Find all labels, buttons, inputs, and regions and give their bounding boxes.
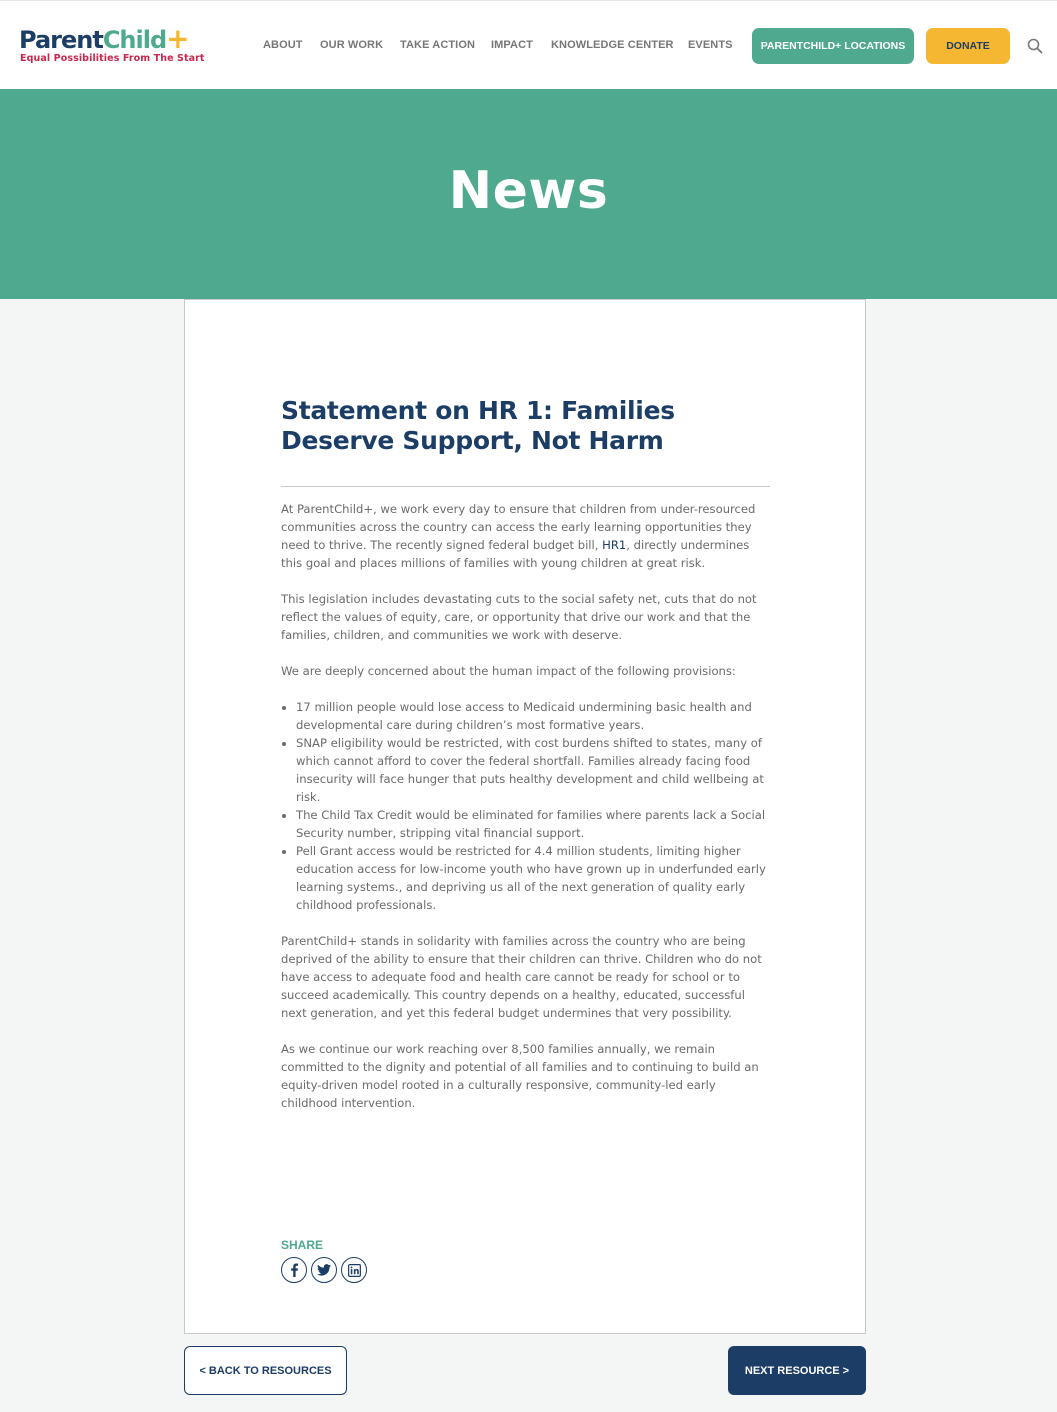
facebook-icon[interactable] (281, 1257, 307, 1283)
nav-take-action[interactable]: TAKE ACTION (400, 39, 476, 51)
search-icon[interactable] (1027, 38, 1043, 54)
nav-impact[interactable]: IMPACT (491, 39, 533, 51)
nav-events[interactable]: EVENTS (688, 39, 733, 51)
linkedin-icon[interactable] (341, 1257, 367, 1283)
nav-our-work[interactable]: OUR WORK (320, 39, 384, 51)
paragraph-2: This legislation includes devastating cuts to the social safety net, cuts that do not reflect the values of equity, care, or opportunity that drive our work and that the families, children, and communities we work with deserve. (281, 592, 757, 642)
locations-button[interactable]: PARENTCHILD+ LOCATIONS (752, 28, 914, 64)
paragraph-4: ParentChild+ stands in solidarity with families across the country who are being deprived of the ability to ensure that their children can thrive. Children who do not have access to adequate food and health care cannot be ready for school or to succeed academically. This country depends on a healthy, educated, successful next generation, and yet this federal budget undermines that very possibility. (281, 934, 762, 1020)
twitter-icon[interactable] (311, 1257, 337, 1283)
hr1-link[interactable]: HR1 (602, 538, 627, 552)
page-title: News (448, 161, 609, 221)
paragraph-1 (281, 500, 773, 572)
logo-tagline: Equal Possibilities From The Start (20, 53, 205, 64)
article-title: Statement on HR 1: Families Deserve Support, Not Harm (281, 396, 675, 455)
logo-child-text: Child (102, 26, 167, 54)
back-to-resources-button[interactable]: < BACK TO RESOURCES (184, 1346, 347, 1395)
logo-plus-text: + (166, 22, 189, 55)
paragraph-1-text-a: At ParentChild+, we work every day to ensure that children from under-resourced communities across the country can access the early learning opportunities they need to thrive. The recently signed federal budget bill, (281, 502, 756, 552)
site-header (0, 0, 1057, 89)
nav-about[interactable]: ABOUT (263, 39, 303, 51)
share-label: SHARE (281, 1238, 324, 1252)
paragraph-1-text-b: , directly undermines this goal and places millions of families with young children at great risk. (281, 538, 750, 570)
list-item: • 17 million people would lose access to Medicaid undermining basic health and developmental care during children’s most formative years. (296, 698, 773, 734)
share-icons (281, 1257, 367, 1283)
paragraph-3: We are deeply concerned about the human impact of the following provisions: (281, 664, 736, 678)
list-item: • Pell Grant access would be restricted for 4.4 million students, limiting higher education access for low-income youth who have grown up in underfunded early learning systems., and depriving us all of the next generation of quality early childhood professionals. (296, 842, 773, 914)
provisions-list (296, 698, 773, 914)
title-divider (281, 486, 770, 487)
donate-button[interactable]: DONATE (926, 28, 1010, 64)
paragraph-5: As we continue our work reaching over 8,500 families annually, we remain committed to the dignity and potential of all families and to continuing to build an equity-driven model rooted in a culturally responsive, community-led early childhood intervention. (281, 1042, 759, 1110)
article-card (184, 299, 866, 1334)
logo-wordmark (19, 22, 189, 55)
logo-parent-text: Parent (19, 26, 103, 54)
hero-banner (0, 89, 1057, 299)
list-item: • SNAP eligibility would be restricted, with cost burdens shifted to states, many of which cannot afford to cover the federal shortfall. Families already facing food insecurity will face hunger that puts healthy development and child wellbeing at risk. (296, 734, 773, 806)
parentchild-logo[interactable] (19, 22, 205, 67)
list-item: • The Child Tax Credit would be eliminated for families where parents lack a Social Security number, stripping vital financial support. (296, 806, 773, 842)
article-body (281, 500, 773, 1130)
next-resource-button[interactable]: NEXT RESOURCE > (728, 1346, 866, 1395)
nav-knowledge-center[interactable]: KNOWLEDGE CENTER (551, 39, 674, 51)
